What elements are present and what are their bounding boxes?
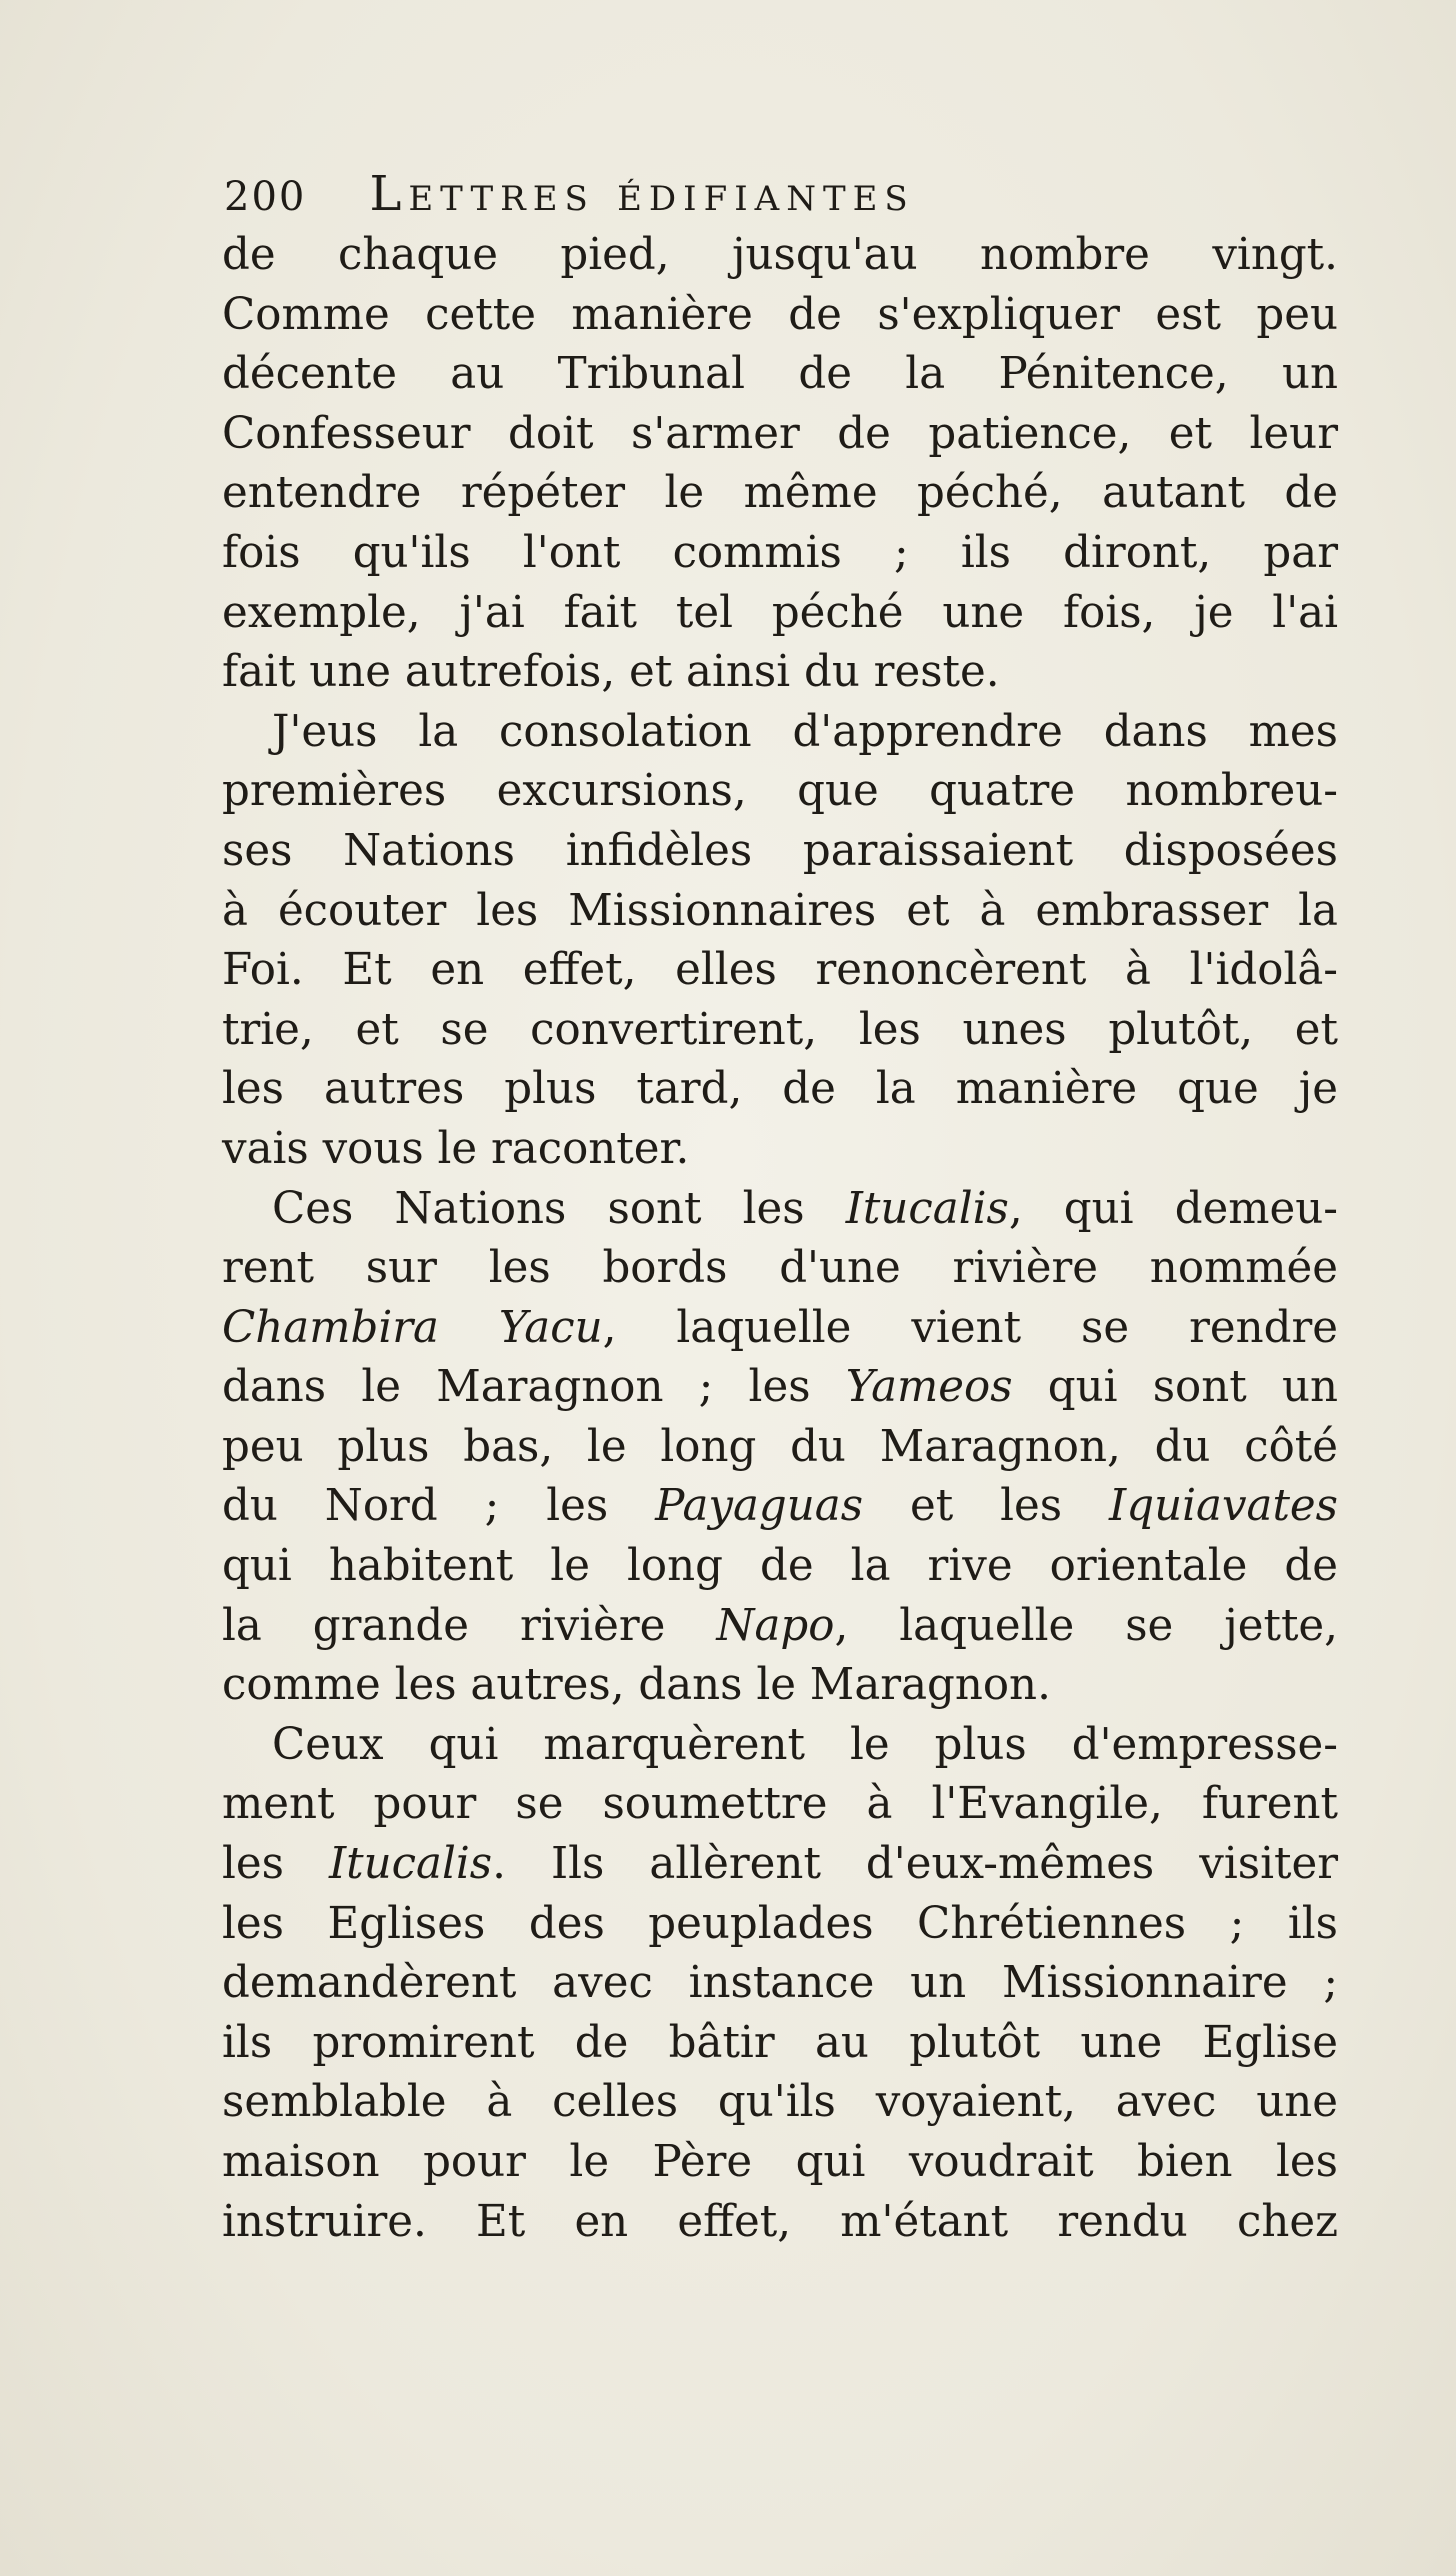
text-line: instruire. Et en effet, m'étant rendu chez xyxy=(222,2196,1338,2247)
text-line: Ceux qui marquèrent le plus d'empresse- xyxy=(272,1719,1338,1770)
text-line: exemple, j'ai fait tel péché une fois, je l'ai xyxy=(222,587,1338,638)
text-line: ils promirent de bâtir au plutôt une Eglise xyxy=(222,2017,1338,2068)
text-line: rent sur les bords d'une rivière nommée xyxy=(222,1243,1338,1294)
text-line: J'eus la consolation d'apprendre dans mes xyxy=(272,706,1338,757)
text-line: de chaque pied, jusqu'au nombre vingt. xyxy=(222,230,1338,280)
text-line: fait une autrefois, et ainsi du reste. xyxy=(222,647,1000,698)
text-line: Comme cette manière de s'expliquer est peu xyxy=(222,289,1338,340)
italic-place-name: Iquiavates xyxy=(1109,1481,1338,1532)
text-line: les Itucalis. Ils allèrent d'eux-mêmes visiter xyxy=(222,1839,1339,1890)
italic-place-name: Chambira Yacu xyxy=(222,1302,603,1353)
running-title: Lettres édifiantes xyxy=(369,166,915,222)
text-line: Chambira Yacu, laquelle vient se rendre xyxy=(222,1302,1339,1353)
italic-place-name: Napo xyxy=(716,1600,835,1651)
italic-place-name: Payaguas xyxy=(655,1481,864,1532)
text-line: fois qu'ils l'ont commis ; ils diront, par xyxy=(222,527,1338,578)
text-line: entendre répéter le même péché, autant de xyxy=(222,468,1338,519)
text-line: peu plus bas, le long du Maragnon, du côté xyxy=(222,1421,1338,1472)
text-line: du Nord ; les Payaguas et les Iquiavates xyxy=(222,1481,1338,1532)
text-line: comme les autres, dans le Maragnon. xyxy=(222,1660,1051,1711)
text-line: Confesseur doit s'armer de patience, et leur xyxy=(222,408,1338,459)
text-line: qui habitent le long de la rive orientale de xyxy=(222,1541,1338,1592)
text-line: maison pour le Père qui voudrait bien les xyxy=(222,2137,1338,2187)
text-line: ment pour se soumettre à l'Evangile, furent xyxy=(222,1779,1338,1830)
page-number: 200 xyxy=(224,174,307,220)
italic-place-name: Itucalis xyxy=(329,1839,493,1890)
text-line: demandèrent avec instance un Missionnaire ; xyxy=(222,1958,1338,2009)
text-line: à écouter les Missionnaires et à embrasser la xyxy=(222,885,1338,936)
text-line: décente au Tribunal de la Pénitence, un xyxy=(222,349,1338,400)
text-line: trie, et se convertirent, les unes plutôt, et xyxy=(222,1004,1338,1055)
text-line: semblable à celles qu'ils voyaient, avec une xyxy=(222,2077,1338,2128)
text-line: Foi. Et en effet, elles renoncèrent à l'idolâ- xyxy=(222,945,1338,996)
text-line: les autres plus tard, de la manière que je xyxy=(222,1064,1338,1115)
italic-place-name: Yameos xyxy=(845,1362,1013,1413)
text-line: les Eglises des peuplades Chrétiennes ; ils xyxy=(222,1898,1338,1949)
text-line: ses Nations infidèles paraissaient disposées xyxy=(222,825,1338,876)
text-line: la grande rivière Napo, laquelle se jette, xyxy=(222,1600,1338,1651)
text-line: vais vous le raconter. xyxy=(222,1123,690,1174)
running-header xyxy=(224,166,1344,226)
italic-place-name: Itucalis xyxy=(845,1183,1009,1234)
text-line: premières excursions, que quatre nombreu- xyxy=(222,766,1338,817)
text-line: Ces Nations sont les Itucalis, qui demeu- xyxy=(272,1183,1338,1234)
body-text xyxy=(222,226,1338,2252)
text-line: dans le Maragnon ; les Yameos qui sont un xyxy=(222,1362,1338,1413)
